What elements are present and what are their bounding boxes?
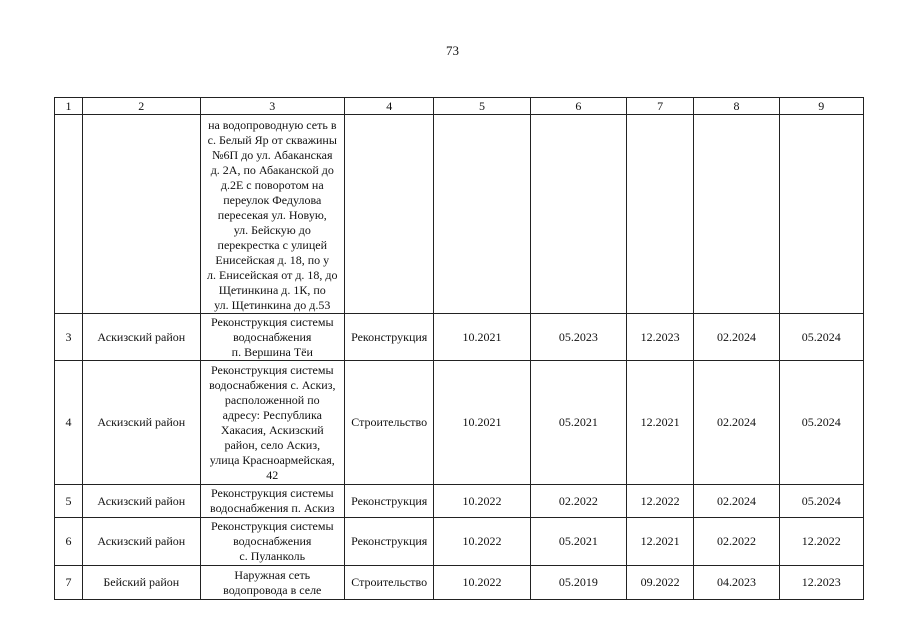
- cell-project-name: Реконструкция системы водоснабжения п. Вершина Тёи: [200, 314, 345, 361]
- cell-district: [83, 115, 200, 314]
- cell-col7: 12.2021: [627, 518, 694, 566]
- cell-col5: 10.2021: [434, 361, 530, 485]
- cell-col8: [694, 115, 779, 314]
- cell-district: Аскизский район: [83, 518, 200, 566]
- cell-project-name: на водопроводную сеть в с. Белый Яр от скважины №6П до ул. Абаканская д. 2А, по Абаканской до д.2Е с поворотом на переулок Федулова пересекая ул. Новую, ул. Бейскую до перекрестка с улицей Енисейская д. 18, по у л. Енисейская от д. 18, до Щетинкина д. 1К, по ул. Щетинкина до д.53: [200, 115, 345, 314]
- cell-col9: 12.2022: [779, 518, 863, 566]
- cell-col8: 02.2022: [694, 518, 779, 566]
- cell-col6: 02.2022: [530, 485, 626, 518]
- cell-work-type: Реконструкция: [345, 518, 434, 566]
- cell-col9: 12.2023: [779, 566, 863, 600]
- table-row: [55, 485, 864, 518]
- cell-col5: 10.2022: [434, 485, 530, 518]
- cell-project-name: Реконструкция системы водоснабжения с. Пуланколь: [200, 518, 345, 566]
- cell-district: Аскизский район: [83, 314, 200, 361]
- table-row: [55, 361, 864, 485]
- table-row: [55, 518, 864, 566]
- cell-col6: 05.2021: [530, 518, 626, 566]
- cell-work-type: Строительство: [345, 361, 434, 485]
- cell-project-name: Наружная сеть водопровода в селе: [200, 566, 345, 600]
- cell-col7: 12.2021: [627, 361, 694, 485]
- cell-project-name: Реконструкция системы водоснабжения с. Аскиз, расположенной по адресу: Республика Хакасия, Аскизский район, село Аскиз, улица Красноармейская, 42: [200, 361, 345, 485]
- cell-col7: [627, 115, 694, 314]
- column-header: 4: [345, 98, 434, 115]
- cell-col5: [434, 115, 530, 314]
- cell-col8: 02.2024: [694, 361, 779, 485]
- cell-col8: 02.2024: [694, 314, 779, 361]
- cell-num: [55, 115, 83, 314]
- cell-num: 4: [55, 361, 83, 485]
- page-number: 73: [446, 43, 459, 58]
- cell-col6: 05.2019: [530, 566, 626, 600]
- table-row: [55, 566, 864, 600]
- table-row-continuation: [55, 115, 864, 314]
- cell-num: 7: [55, 566, 83, 600]
- cell-num: 3: [55, 314, 83, 361]
- cell-work-type: Реконструкция: [345, 485, 434, 518]
- cell-col9: [779, 115, 863, 314]
- cell-work-type: Строительство: [345, 566, 434, 600]
- cell-work-type: Реконструкция: [345, 314, 434, 361]
- cell-district: Аскизский район: [83, 361, 200, 485]
- cell-col9: 05.2024: [779, 485, 863, 518]
- cell-work-type: [345, 115, 434, 314]
- cell-district: Бейский район: [83, 566, 200, 600]
- cell-col9: 05.2024: [779, 361, 863, 485]
- column-header: 1: [55, 98, 83, 115]
- column-header: 8: [694, 98, 779, 115]
- column-header: 2: [83, 98, 200, 115]
- cell-col9: 05.2024: [779, 314, 863, 361]
- cell-col5: 10.2022: [434, 518, 530, 566]
- cell-col6: 05.2021: [530, 361, 626, 485]
- cell-col7: 12.2022: [627, 485, 694, 518]
- table-row: [55, 314, 864, 361]
- cell-district: Аскизский район: [83, 485, 200, 518]
- column-header: 3: [200, 98, 345, 115]
- cell-col8: 02.2024: [694, 485, 779, 518]
- projects-table: [54, 97, 864, 600]
- column-header: 9: [779, 98, 863, 115]
- column-header: 7: [627, 98, 694, 115]
- cell-col6: [530, 115, 626, 314]
- cell-num: 5: [55, 485, 83, 518]
- column-header: 5: [434, 98, 530, 115]
- cell-col5: 10.2021: [434, 314, 530, 361]
- cell-col5: 10.2022: [434, 566, 530, 600]
- cell-col6: 05.2023: [530, 314, 626, 361]
- cell-col7: 12.2023: [627, 314, 694, 361]
- cell-col7: 09.2022: [627, 566, 694, 600]
- header-row: [55, 98, 864, 115]
- column-header: 6: [530, 98, 626, 115]
- cell-num: 6: [55, 518, 83, 566]
- cell-project-name: Реконструкция системы водоснабжения п. Аскиз: [200, 485, 345, 518]
- cell-col8: 04.2023: [694, 566, 779, 600]
